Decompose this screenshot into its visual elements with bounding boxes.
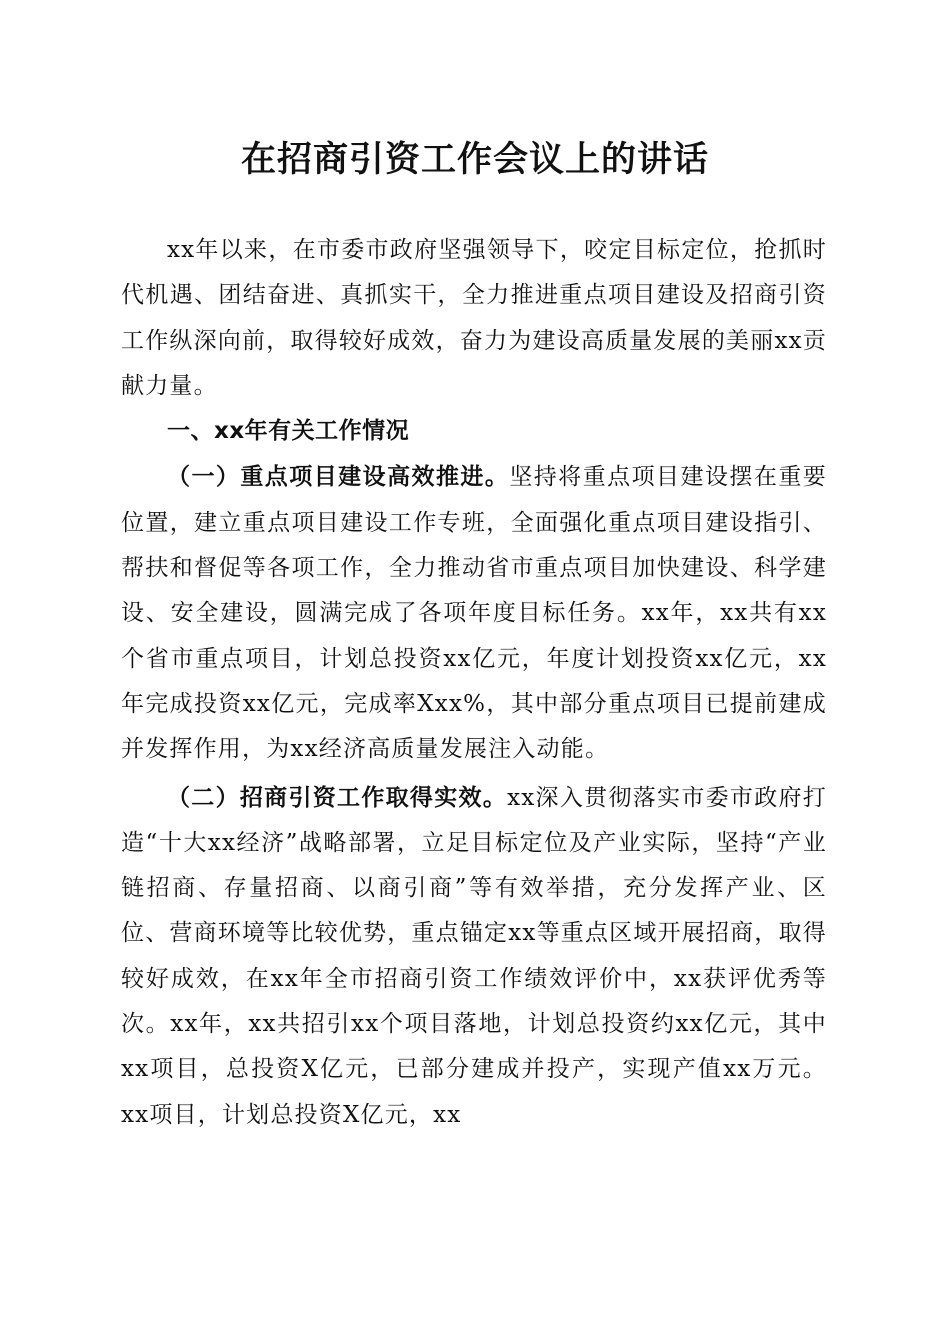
subsection-1-body: 坚持将重点项目建设摆在重要位置，建立重点项目建设工作专班，全面强化重点项目建设指引、帮扶和督促等各项工作，全力推动省市重点项目加快建设、科学建设、安全建设，圆满完成了各项年度目标任务。xx年，xx共有xx个省市重点项目，计划总投资xx亿元，年度计划投资xx亿元，xx年完成投资xx亿元，完成率Xxx%，其中部分重点项目已提前建成并发挥作用，为xx经济高质量发展注入动能。	[121, 464, 827, 763]
subsection-2-lead: （二）招商引资工作取得实效。	[167, 783, 508, 811]
subsection-1-paragraph	[121, 454, 827, 772]
subsection-1-lead: （一）重点项目建设高效推进。	[167, 463, 510, 491]
subsection-2-body: xx深入贯彻落实市委市政府打造“十大xx经济”战略部署，立足目标定位及产业实际，坚持“产业链招商、存量招商、以商引商”等有效举措，充分发挥产业、区位、营商环境等比较优势，重点锚定xx等重点区域开展招商，取得较好成效，在xx年全市招商引资工作绩效评价中，xx获评优秀等次。xx年，xx共招引xx个项目落地，计划总投资约xx亿元，其中xx项目，总投资X亿元，已部分建成并投产，实现产值xx万元。xx项目，计划总投资X亿元，xx	[121, 784, 827, 1128]
intro-paragraph: xx年以来，在市委市政府坚强领导下，咬定目标定位，抢抓时代机遇、团结奋进、真抓实干，全力推进重点项目建设及招商引资工作纵深向前，取得较好成效，奋力为建设高质量发展的美丽xx贡献力量。	[121, 237, 827, 399]
document-title: 在招商引资工作会议上的讲话	[240, 139, 709, 180]
section-heading: 一、xx年有关工作情况	[167, 418, 410, 445]
subsection-2-paragraph	[121, 775, 827, 1138]
document-body	[121, 228, 827, 1138]
